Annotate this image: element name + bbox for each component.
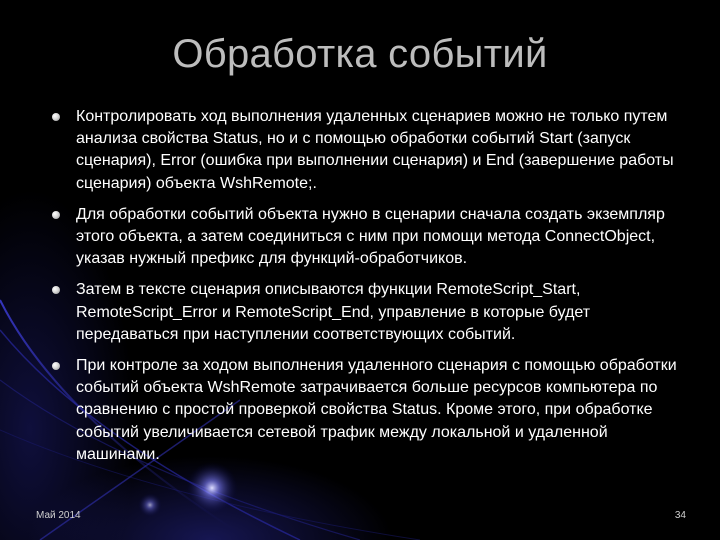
footer-date: Май 2014 — [36, 510, 81, 521]
bullet-icon — [52, 286, 60, 294]
bullet-text: Затем в тексте сценария описываются функции RemoteScript_Start, RemoteScript_Error и RemoteScript_End, управление в которые будет передаваться при наступлении соответствующих событий. — [76, 281, 591, 343]
page-number: 34 — [674, 510, 686, 521]
bullet-icon — [52, 211, 60, 219]
bullet-text: При контроле за ходом выполнения удаленного сценария с помощью обработки событий объекта WshRemote затрачивается больше ресурсов компьютера по сравнению с простой проверкой свойства Status. Кроме этого, при обработке событий увеличивается сетевой трафик между локальной и удаленной машинами. — [76, 357, 677, 463]
bullet-item — [48, 106, 688, 195]
bullet-item — [48, 204, 688, 271]
bullet-icon — [52, 113, 60, 121]
bullet-text: Для обработки событий объекта нужно в сценарии сначала создать экземпляр этого объекта, а затем соединиться с ним при помощи метода ConnectObject, указав нужный префикс для функций-обработчиков. — [76, 205, 665, 268]
bullet-list — [48, 106, 688, 475]
bullet-item — [48, 355, 688, 466]
bullet-text: Контролировать ход выполнения удаленных сценариев можно не только путем анализа свойства Status, но и с помощью обработки событий Start (запуск сценария), Error (ошибка при выполнении сценария) и End (завершение работы сценария) объекта WshRemote;. — [76, 108, 674, 192]
bullet-icon — [52, 362, 60, 370]
bullet-item — [48, 279, 688, 346]
slide-title: Обработка событий — [172, 32, 548, 76]
decor-star — [138, 493, 162, 517]
